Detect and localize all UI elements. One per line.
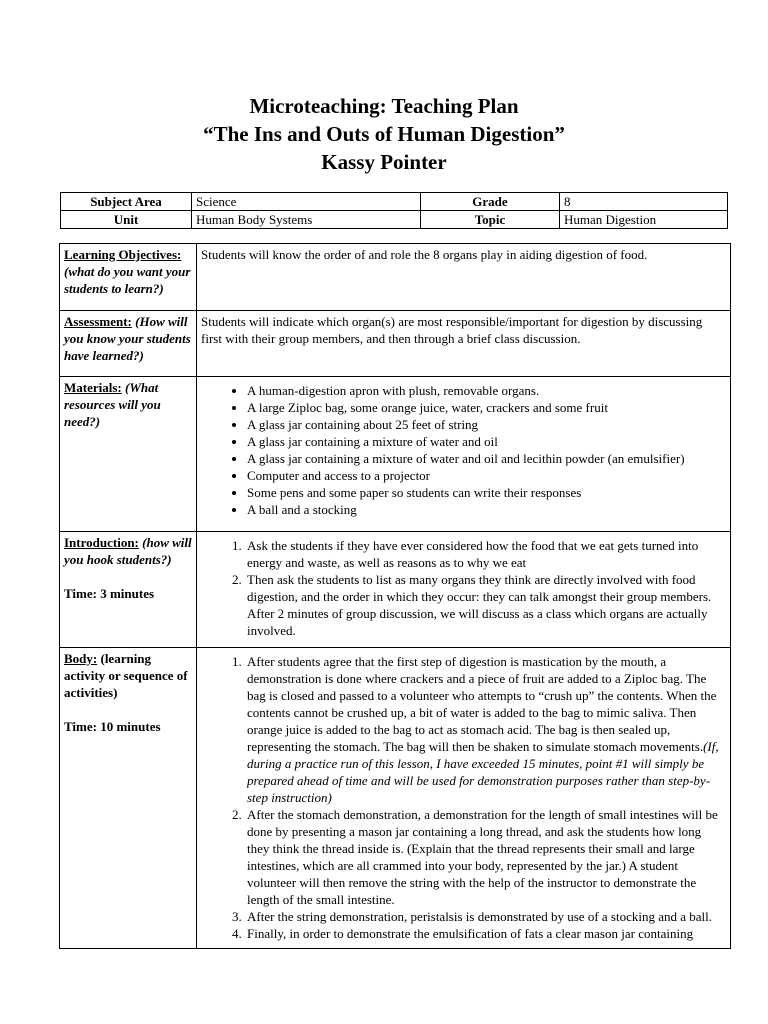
list-item: • Computer and access to a projector: [247, 467, 726, 484]
materials-row: [60, 377, 731, 532]
body-step-1-text: After students agree that the first step of digestion is mastication by the mouth, a demonstration is done where crackers and a piece of fruit are added to a Ziploc bag. The bag is closed and passed to a volunteer who attempts to “crush up” the contents. When the contents cannot be crushed up, a bit of water is added to the bag to mimic saliva. Then orange juice is added to the bag to act as stomach acid. The bag is then sealed up, representing the stomach. The bag will then be shaken to simulate stomach movements.: [247, 654, 717, 754]
body-time: Time: 10 minutes: [64, 719, 161, 734]
body-cell: [197, 648, 731, 949]
introduction-header: [60, 532, 197, 648]
lesson-plan-table: [59, 243, 731, 949]
list-item: • A glass jar containing a mixture of water and oil and lecithin powder (an emulsifier): [247, 450, 726, 467]
subject-area-label: Subject Area: [61, 193, 192, 211]
list-item: • Some pens and some paper so students can write their responses: [247, 484, 726, 501]
objectives-prompt: (what do you want your students to learn?): [64, 264, 191, 296]
list-item: • A ball and a stocking: [247, 501, 726, 518]
unit-value: Human Body Systems: [192, 211, 421, 229]
introduction-prompt: (how will you hook students?): [64, 535, 192, 567]
unit-label: Unit: [61, 211, 192, 229]
materials-prompt: (What resources will you need?): [64, 380, 161, 429]
introduction-cell: [197, 532, 731, 648]
body-list: [201, 653, 726, 942]
author-name: Kassy Pointer: [321, 150, 447, 174]
introduction-list: [201, 537, 726, 639]
introduction-row: [60, 532, 731, 648]
table-row: [61, 193, 728, 211]
grade-label: Grade: [421, 193, 560, 211]
list-item: 2. Then ask the students to list as many organs they think are directly involved with food digestion, and the order in which they occur: they can talk amongst their group members. After 2 minutes of group discussion, we will discuss as a class which organs are actually involved.: [245, 571, 726, 639]
table-row: [61, 211, 728, 229]
materials-header: [60, 377, 197, 532]
body-prompt: (learning activity or sequence of activities): [64, 651, 188, 700]
objectives-row: [60, 244, 731, 311]
materials-label: Materials:: [64, 380, 122, 395]
assessment-prompt: (How will you know your students have learned?): [64, 314, 191, 363]
list-item: • A glass jar containing a mixture of water and oil: [247, 433, 726, 450]
assessment-text: Students will indicate which organ(s) are most responsible/important for digestion by discussing first with their group members, and then through a brief class discussion.: [197, 311, 731, 377]
assessment-header: [60, 311, 197, 377]
list-item: 4. Finally, in order to demonstrate the emulsification of fats a clear mason jar containing: [245, 925, 726, 942]
list-item: 2. After the stomach demonstration, a demonstration for the length of small intestines will be done by presenting a mason jar containing a long thread, and ask the students how long they think the thread inside is. (Explain that the thread represents their small and large intestines, which are all crammed into your body, represented by the jar.) A student volunteer will then remove the string with the help of the instructor to demonstrate the length of the small intestine.: [245, 806, 726, 908]
objectives-header: [60, 244, 197, 311]
list-item: • A human-digestion apron with plush, removable organs.: [247, 382, 726, 399]
list-item: 3. After the string demonstration, peristalsis is demonstrated by use of a stocking and a ball.: [245, 908, 726, 925]
objectives-label: Learning Objectives:: [64, 247, 182, 262]
topic-label: Topic: [421, 211, 560, 229]
objectives-text: Students will know the order of and role the 8 organs play in aiding digestion of food.: [197, 244, 731, 311]
subject-area-value: Science: [192, 193, 421, 211]
list-item: • A large Ziploc bag, some orange juice, water, crackers and some fruit: [247, 399, 726, 416]
document-title: Microteaching: Teaching Plan: [249, 94, 519, 118]
body-header: [60, 648, 197, 949]
assessment-row: [60, 311, 731, 377]
materials-cell: [197, 377, 731, 532]
grade-value: 8: [560, 193, 728, 211]
document-title-block: [0, 92, 768, 176]
materials-list: [201, 382, 726, 518]
list-item: 1. Ask the students if they have ever considered how the food that we eat gets turned into energy and waste, as well as reasons as to why we eat: [245, 537, 726, 571]
lesson-title: “The Ins and Outs of Human Digestion”: [203, 122, 565, 146]
assessment-label: Assessment:: [64, 314, 132, 329]
introduction-label: Introduction:: [64, 535, 139, 550]
body-row: [60, 648, 731, 949]
introduction-time: Time: 3 minutes: [64, 586, 155, 601]
lesson-info-table: [60, 192, 728, 229]
list-item: [245, 653, 726, 806]
list-item: • A glass jar containing about 25 feet of string: [247, 416, 726, 433]
topic-value: Human Digestion: [560, 211, 728, 229]
body-label: Body:: [64, 651, 98, 666]
body-step-1-note: (If, during a practice run of this lesson, I have exceeded 15 minutes, point #1 will simply be prepared ahead of time and will be used for demonstration purposes rather than step-by-step instruction): [247, 739, 719, 805]
